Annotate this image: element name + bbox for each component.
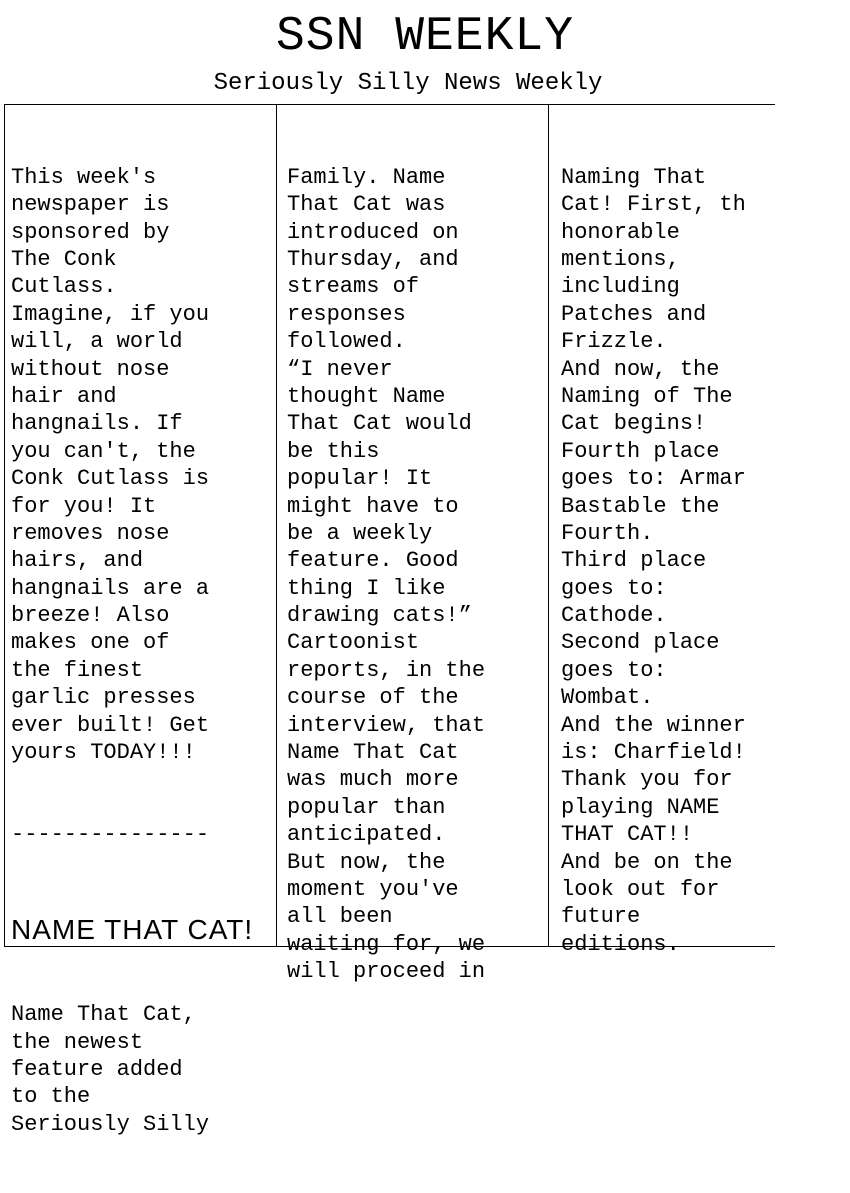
text-line: Seriously Silly [11,1111,210,1137]
text-line: goes to: [561,575,667,601]
text-line: Second place [561,630,720,656]
text-line: Bastable the [561,493,720,519]
text-line: ever built! Get [11,712,210,738]
text-line: interview, that [287,712,486,738]
text-line: removes nose [11,520,170,546]
text-line: That Cat was [287,192,446,218]
text-line: including [561,274,680,300]
text-line: THAT CAT!! [561,822,694,848]
column-2 [277,105,549,985]
text-line: But now, the [287,849,446,875]
text-line: honorable [561,219,680,245]
text-line: anticipated. [287,822,446,848]
text-line: hangnails. If [11,411,183,437]
text-line: waiting for, we [287,931,486,957]
section-heading: NAME THAT CAT! [11,914,254,946]
text-line: Fourth place [561,438,720,464]
text-line: Frizzle. [561,329,667,355]
text-line: goes to: Armar [561,466,746,492]
text-line: And be on the [561,849,733,875]
text-line: Fourth. [561,520,654,546]
text-line: introduced on [287,219,459,245]
text-line: moment you've [287,876,459,902]
text-line: Name That Cat [287,740,459,766]
text-line: Thursday, and [287,246,459,272]
text-line: feature. Good [287,548,459,574]
text-line: might have to [287,493,459,519]
text-line: feature added [11,1057,183,1083]
text-line: playing NAME [561,794,720,820]
column-1 [5,105,277,1137]
text-line: future [561,904,641,930]
text-line: Third place [561,548,707,574]
text-line: This week's [11,164,157,190]
article-intro-text [11,1001,276,1138]
text-line: Name That Cat, [11,1002,196,1028]
text-line: Cutlass. [11,274,117,300]
masthead-subtitle: Seriously Silly News Weekly [213,70,603,97]
text-line: is: Charfield! [561,740,746,766]
article-columns [4,104,775,1137]
text-line: garlic presses [11,685,196,711]
text-line: “I never [287,356,393,382]
text-line: the newest [11,1029,144,1055]
text-line: Cathode. [561,603,667,629]
text-line: be a weekly [287,520,433,546]
text-line: the finest [11,657,144,683]
text-line: thought Name [287,383,446,409]
text-line: And the winner [561,712,746,738]
text-line: Cat begins! [561,411,707,437]
text-line: will, a world [11,329,183,355]
masthead-title: SSN WEEKLY [275,10,575,64]
text-line: for you! It [11,493,157,519]
text-line: without nose [11,356,170,382]
text-line: will proceed in [287,959,486,985]
text-line: The Conk [11,246,117,272]
text-line: you can't, the [11,438,196,464]
text-line: Cat! First, th [561,192,746,218]
text-line: hairs, and [11,548,144,574]
text-line: be this [287,438,380,464]
article-body-text [287,164,548,986]
text-line: to the [11,1084,91,1110]
text-line: popular! It [287,466,433,492]
text-line: Naming of The [561,383,733,409]
text-line: Imagine, if you [11,301,210,327]
text-line: Family. Name [287,164,446,190]
text-line: popular than [287,794,446,820]
text-line: hair and [11,383,117,409]
text-line: reports, in the [287,657,486,683]
text-line: drawing cats!” [287,603,472,629]
text-line: Cartoonist [287,630,420,656]
text-line: And now, the [561,356,720,382]
text-line: mentions, [561,246,680,272]
text-line: Patches and [561,301,707,327]
text-line: was much more [287,767,459,793]
article-results-text [561,164,776,958]
text-line: Naming That [561,164,707,190]
text-line: streams of [287,274,420,300]
column-3 [549,105,776,957]
text-line: newspaper is [11,192,170,218]
text-line: Conk Cutlass is [11,466,210,492]
text-line: look out for [561,876,720,902]
text-line: goes to: [561,657,667,683]
text-line: course of the [287,685,459,711]
text-line: Wombat. [561,685,654,711]
text-line: responses [287,301,406,327]
text-line: editions. [561,931,680,957]
text-line: thing I like [287,575,446,601]
text-line: Thank you for [561,767,733,793]
text-line: That Cat would [287,411,472,437]
text-line: all been [287,904,393,930]
sponsor-text [11,164,276,767]
text-line: sponsored by [11,219,170,245]
text-line: hangnails are a [11,575,210,601]
text-line: makes one of [11,630,170,656]
text-line: yours TODAY!!! [11,740,196,766]
text-line: breeze! Also [11,603,170,629]
text-line: followed. [287,329,406,355]
section-divider: --------------- [11,822,210,848]
